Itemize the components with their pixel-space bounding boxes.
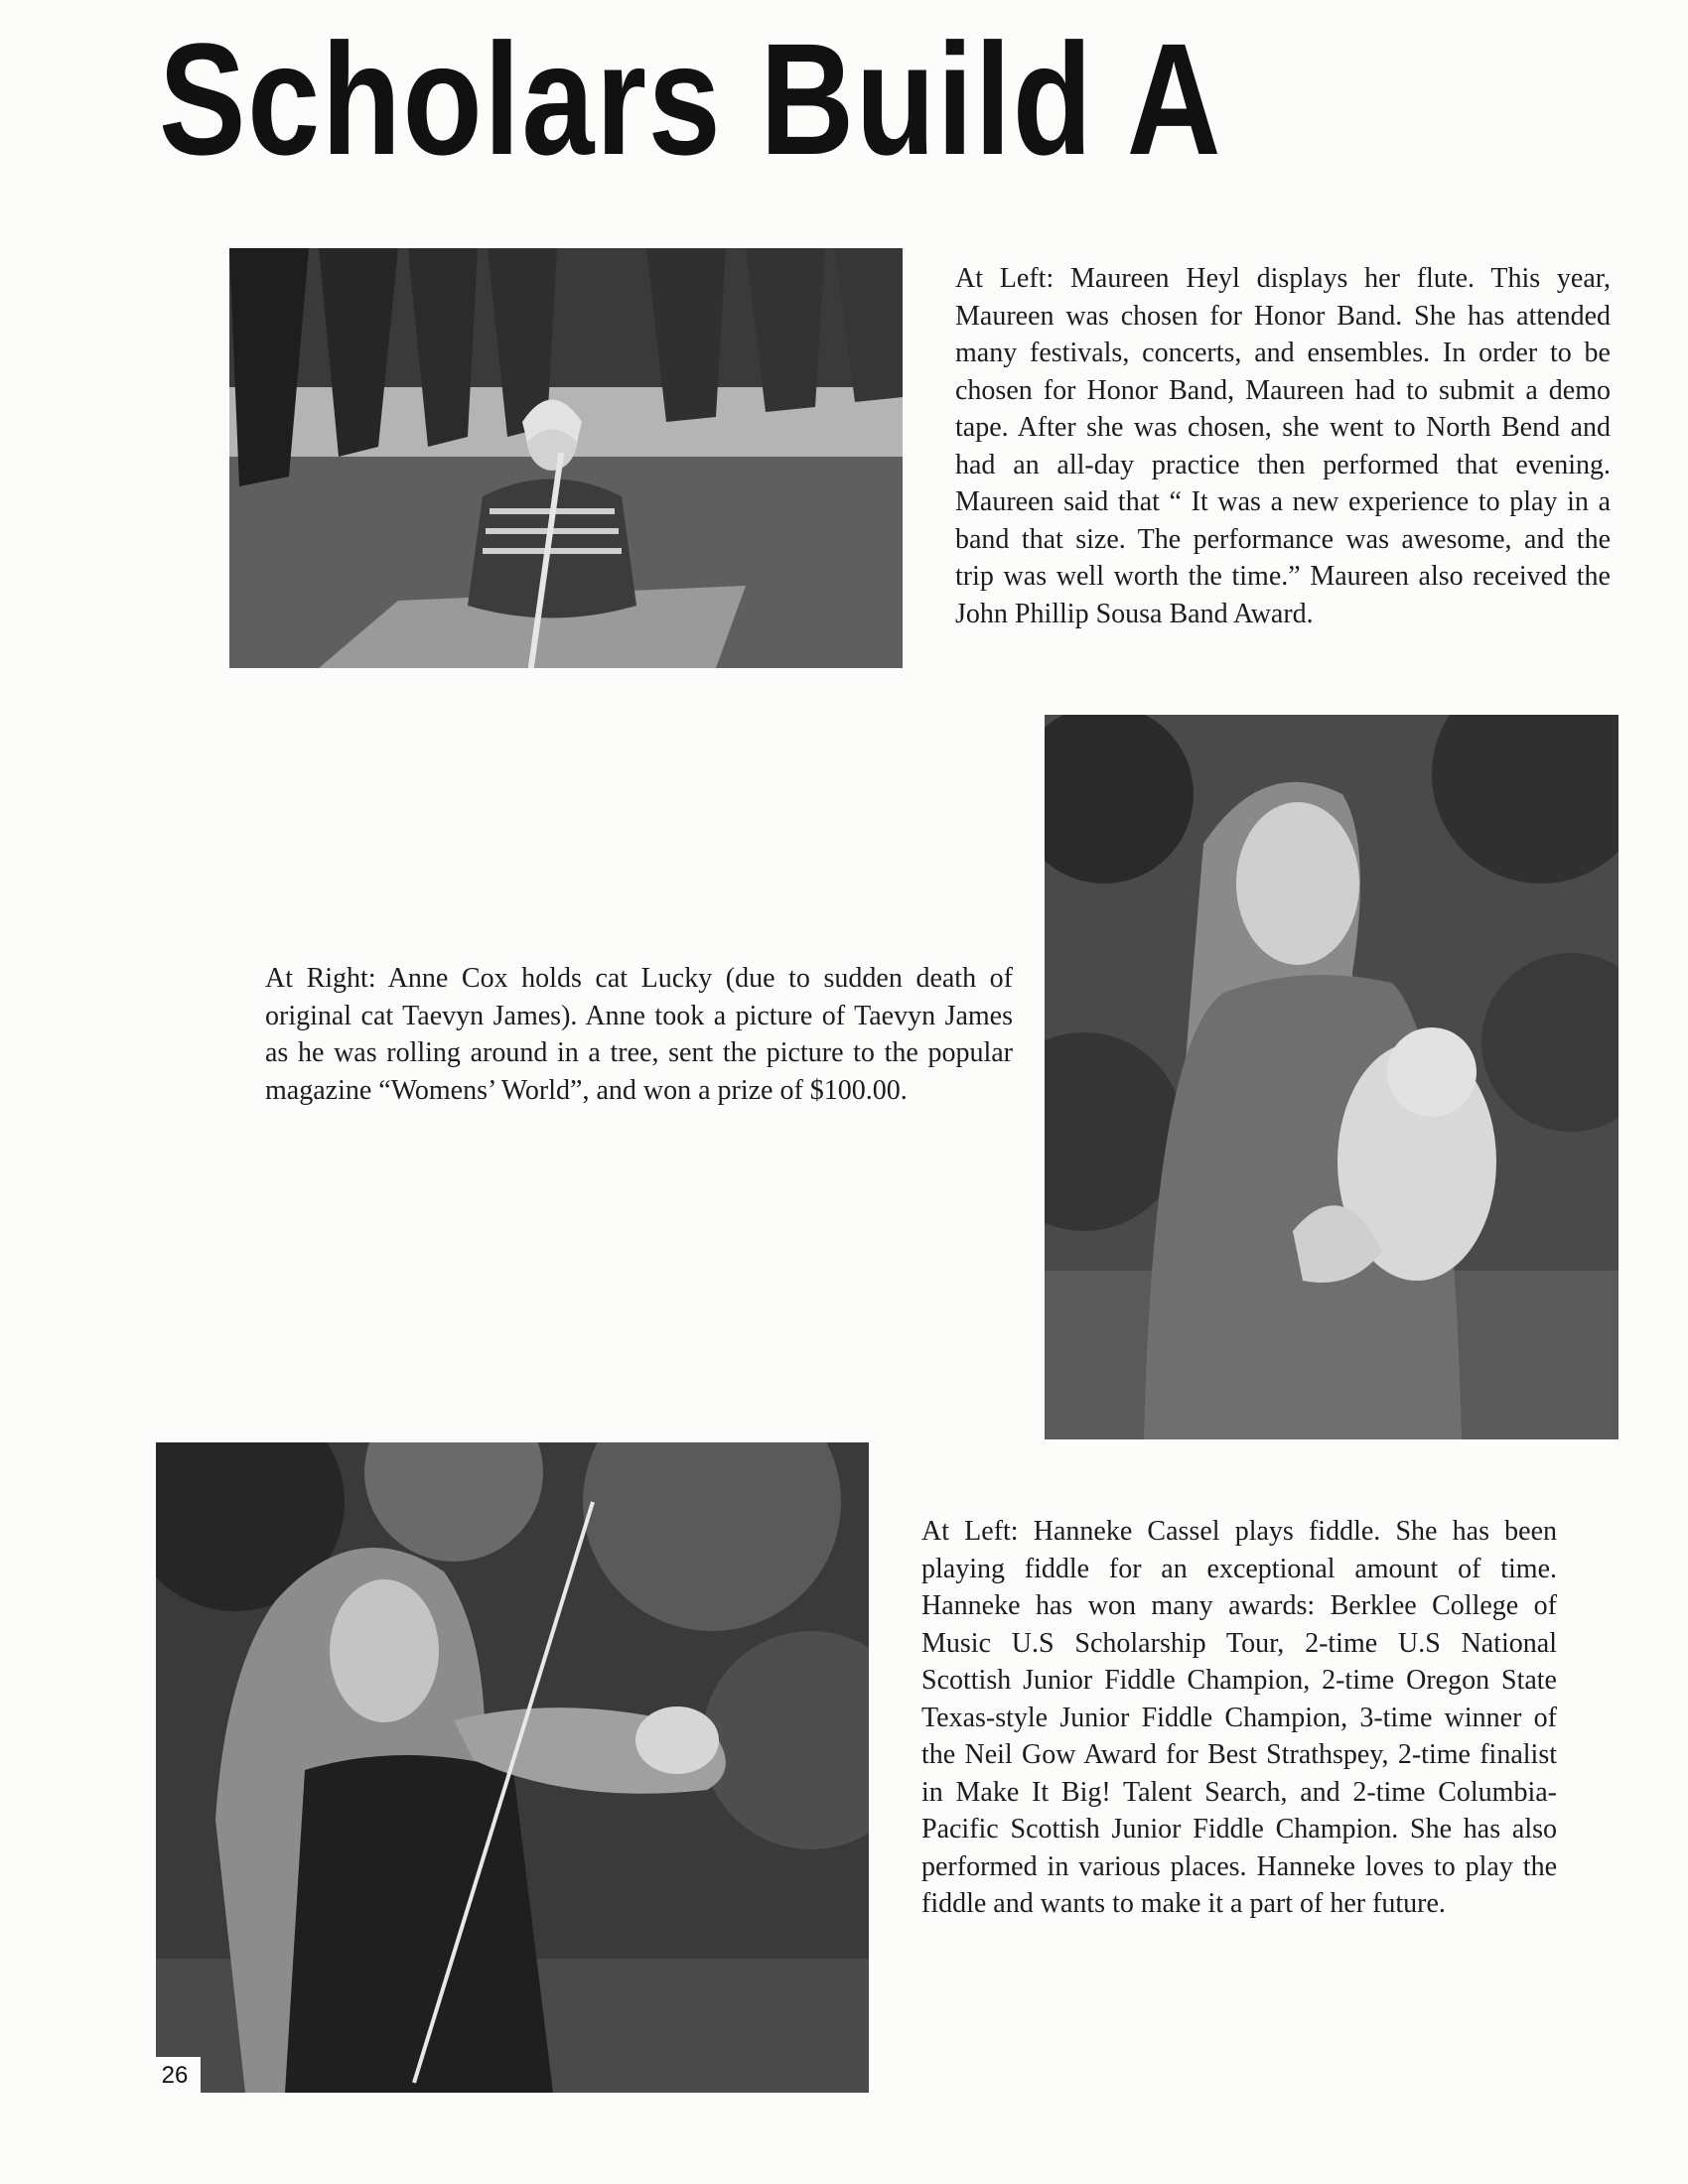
page-title: Scholars Build A xyxy=(159,10,1223,188)
photo-anne-cat xyxy=(1045,715,1618,1439)
photo-hanneke-fiddle xyxy=(156,1442,869,2093)
caption-hanneke: At Left: Hanneke Cassel plays fiddle. She has been playing fiddle for an exceptional amount of time. Hanneke has won many awards: Berklee College of Music U.S Scholarship Tour, 2-time U.S National Scottish Junior Fiddle Champion, 2-time Oregon State Texas-style Junior Fiddle Champion, 3-time winner of the Neil Gow Award for Best Strathspey, 2-time finalist in Make It Big! Talent Search, and 2-time Columbia-Pacific Scottish Junior Fiddle Champion. She has also performed in various places. Hanneke loves to play the fiddle and wants to make it a part of her future. xyxy=(921,1516,1557,1919)
page-number: 26 xyxy=(149,2057,201,2095)
photo-maureen-flute xyxy=(229,248,903,668)
caption-anne: At Right: Anne Cox holds cat Lucky (due to sudden death of original cat Taevyn James). Anne took a picture of Taevyn James as he was rolling around in a tree, sent the picture to the popular magazine “Womens’ World”, and won a prize of $100.00. xyxy=(265,963,1013,1106)
caption-maureen: At Left: Maureen Heyl displays her flute. This year, Maureen was chosen for Honor Band. She has attended many festivals, concerts, and ensembles. In order to be chosen for Honor Band, Maureen had to submit a demo tape. After she was chosen, she went to North Bend and had an all-day practice then performed that evening. Maureen said that “ It was a new experience to play in a band that size. The performance was awesome, and the trip was well worth the time.” Maureen also received the John Phillip Sousa Band Award. xyxy=(955,263,1611,629)
